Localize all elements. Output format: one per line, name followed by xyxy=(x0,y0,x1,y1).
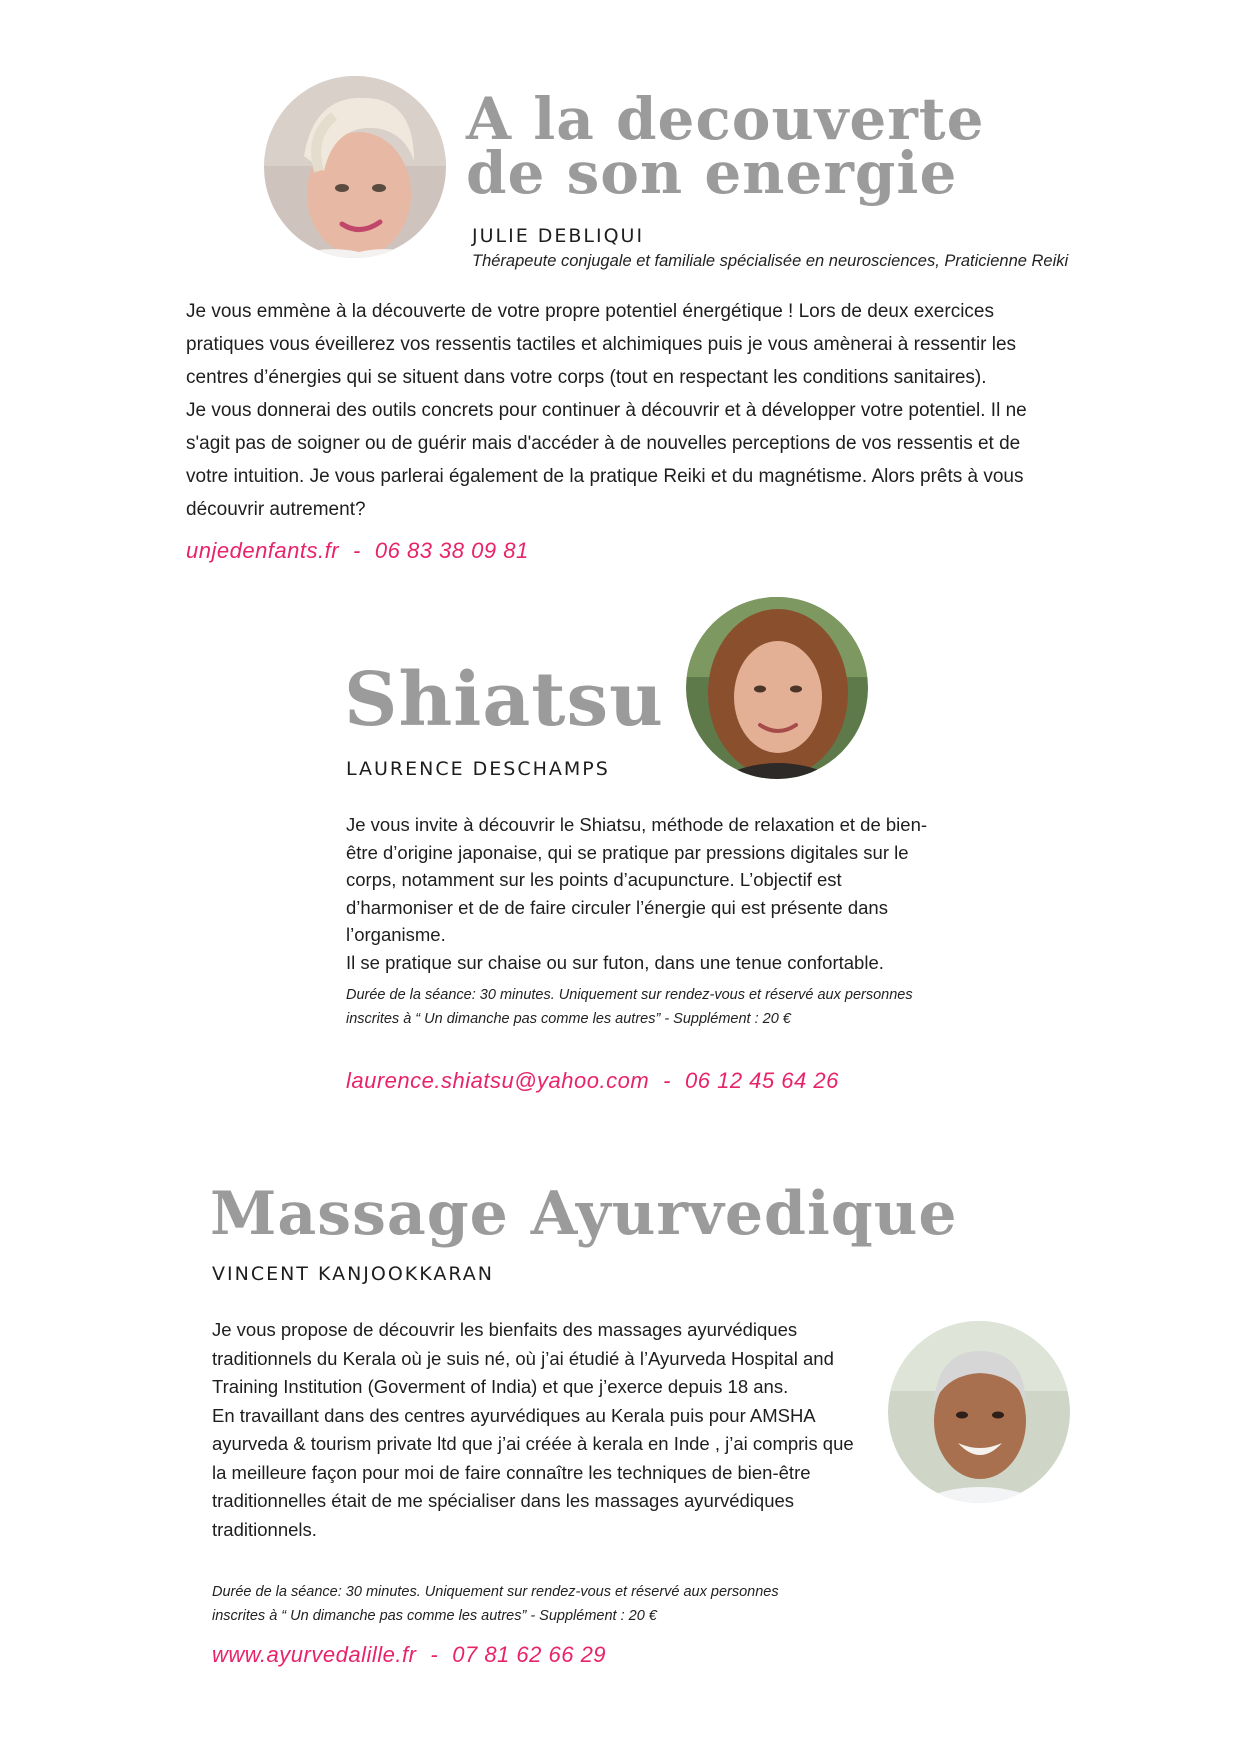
paragraph: Je vous donnerai des outils concrets pour continuer à découvrir et à développer votre potentiel. Il ne s'agit pas de soigner ou de guérir mais d'accéder à de nouvelles perceptions de vos ressentis et de votre intuition. Je vous parlerai également de la pratique Reiki et du magnétisme. Alors prêts à vous découvrir autrement? xyxy=(186,400,1027,520)
separator: - xyxy=(663,1068,671,1093)
laurence-deschamps-photo xyxy=(686,597,868,779)
website-link[interactable]: unjedenfants.fr xyxy=(186,538,340,563)
separator: - xyxy=(430,1642,439,1667)
phone-link[interactable]: 06 83 38 09 81 xyxy=(374,538,529,563)
contact-line xyxy=(346,1068,839,1094)
phone-link[interactable]: 07 81 62 66 29 xyxy=(452,1642,607,1667)
title-line-2: de son energie xyxy=(466,139,958,207)
author-name: VINCENT KANJOOKKARAN xyxy=(212,1263,495,1285)
website-link[interactable]: www.ayurvedalille.fr xyxy=(212,1642,417,1667)
author-name: JULIE DEBLIQUI xyxy=(472,225,645,247)
paragraph: En travaillant dans des centres ayurvédiques au Kerala puis pour AMSHA ayurveda & tourism private ltd que j’ai créée à kerala en Inde , j’ai compris que la meilleure façon pour moi de faire connaître les techniques de bien-être traditionnelles était de me spécialiser dans les massages ayurvédiques traditionnels. xyxy=(212,1404,854,1540)
vincent-kanjookkaran-photo xyxy=(888,1321,1070,1503)
portrait-woman-short-blond-hair-icon xyxy=(264,76,446,258)
section-description xyxy=(186,295,1066,526)
separator: - xyxy=(353,538,361,563)
contact-line xyxy=(186,538,529,564)
author-role: Thérapeute conjugale et familiale spécialisée en neurosciences, Praticienne Reiki xyxy=(472,252,1069,270)
title-line-1: A la decouverte xyxy=(466,85,985,153)
section-description xyxy=(346,811,946,976)
session-note: Durée de la séance: 30 minutes. Uniquement sur rendez-vous et réservé aux personnes inscrites à “ Un dimanche pas comme les autres” - Supplément : 20 € xyxy=(346,987,913,1027)
section-title-energie xyxy=(466,85,985,207)
phone-link[interactable]: 06 12 45 64 26 xyxy=(685,1068,839,1093)
paragraph: Je vous emmène à la découverte de votre propre potentiel énergétique ! Lors de deux exercices pratiques vous éveillerez vos ressentis tactiles et alchimiques puis je vous amènerai à ressentir les centres d’énergies qui se situent dans votre corps (tout en respectant les conditions sanitaires). xyxy=(186,301,1017,388)
section-title-massage-ayurvedique: Massage Ayurvedique xyxy=(210,1179,958,1249)
email-link[interactable]: laurence.shiatsu@yahoo.com xyxy=(346,1068,650,1093)
julie-debliqui-photo xyxy=(264,76,446,258)
contact-line xyxy=(212,1642,606,1668)
session-note: Durée de la séance: 30 minutes. Uniquement sur rendez-vous et réservé aux personnes inscrites à “ Un dimanche pas comme les autres” - Supplément : 20 € xyxy=(212,1584,779,1624)
author-name: LAURENCE DESCHAMPS xyxy=(346,758,610,780)
paragraph: Je vous invite à découvrir le Shiatsu, méthode de relaxation et de bien-être d’origine japonaise, qui se pratique par pressions digitales sur le corps, notamment sur les points d’acupuncture. L’objectif est d’harmoniser et de de faire circuler l’énergie qui est présente dans l’organisme. xyxy=(346,814,928,945)
paragraph: Il se pratique sur chaise ou sur futon, dans une tenue confortable. xyxy=(346,951,884,973)
paragraph: Je vous propose de découvrir les bienfaits des massages ayurvédiques traditionnels du Kerala où je suis né, où j’ai étudié à l’Ayurveda Hospital and Training Institution (Goverment of India) et que j’exerce depuis 18 ans. xyxy=(212,1319,834,1397)
portrait-man-grey-hair-icon xyxy=(888,1321,1070,1503)
section-description xyxy=(212,1316,862,1544)
portrait-woman-curly-red-hair-icon xyxy=(686,597,868,779)
section-title-shiatsu: Shiatsu xyxy=(344,657,664,743)
